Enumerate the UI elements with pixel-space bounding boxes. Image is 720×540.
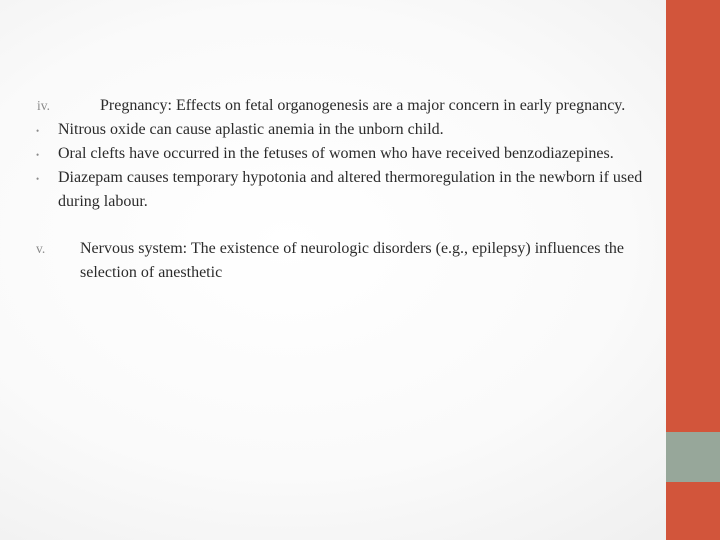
accent-bar-middle [666,432,720,482]
list-item-v [36,237,646,285]
accent-bar-top [666,0,720,432]
list-item-text: Nervous system: The existence of neurologic disorders (e.g., epilepsy) influences the selection of anesthetic [80,240,624,281]
bullet-marker: • [36,126,40,136]
slide-body [36,94,646,285]
roman-numeral-marker: iv. [37,98,50,113]
roman-numeral-marker: v. [36,241,46,256]
list-item-iv [36,94,646,118]
list-item-text: Oral clefts have occurred in the fetuses of women who have received benzodiazepines. [58,145,614,162]
bullet-marker: • [36,174,40,184]
list-item-bullet [36,142,646,166]
accent-bar-bottom [666,482,720,540]
list-item-bullet [36,166,646,214]
list-item-bullet [36,118,646,142]
bullet-marker: • [36,150,40,160]
list-item-text: Nitrous oxide can cause aplastic anemia in the unborn child. [58,121,444,138]
list-item-text: Pregnancy: Effects on fetal organogenesis are a major concern in early pregnancy. [100,97,626,114]
list-item-text: Diazepam causes temporary hypotonia and altered thermoregulation in the newborn if used during labour. [58,169,643,210]
